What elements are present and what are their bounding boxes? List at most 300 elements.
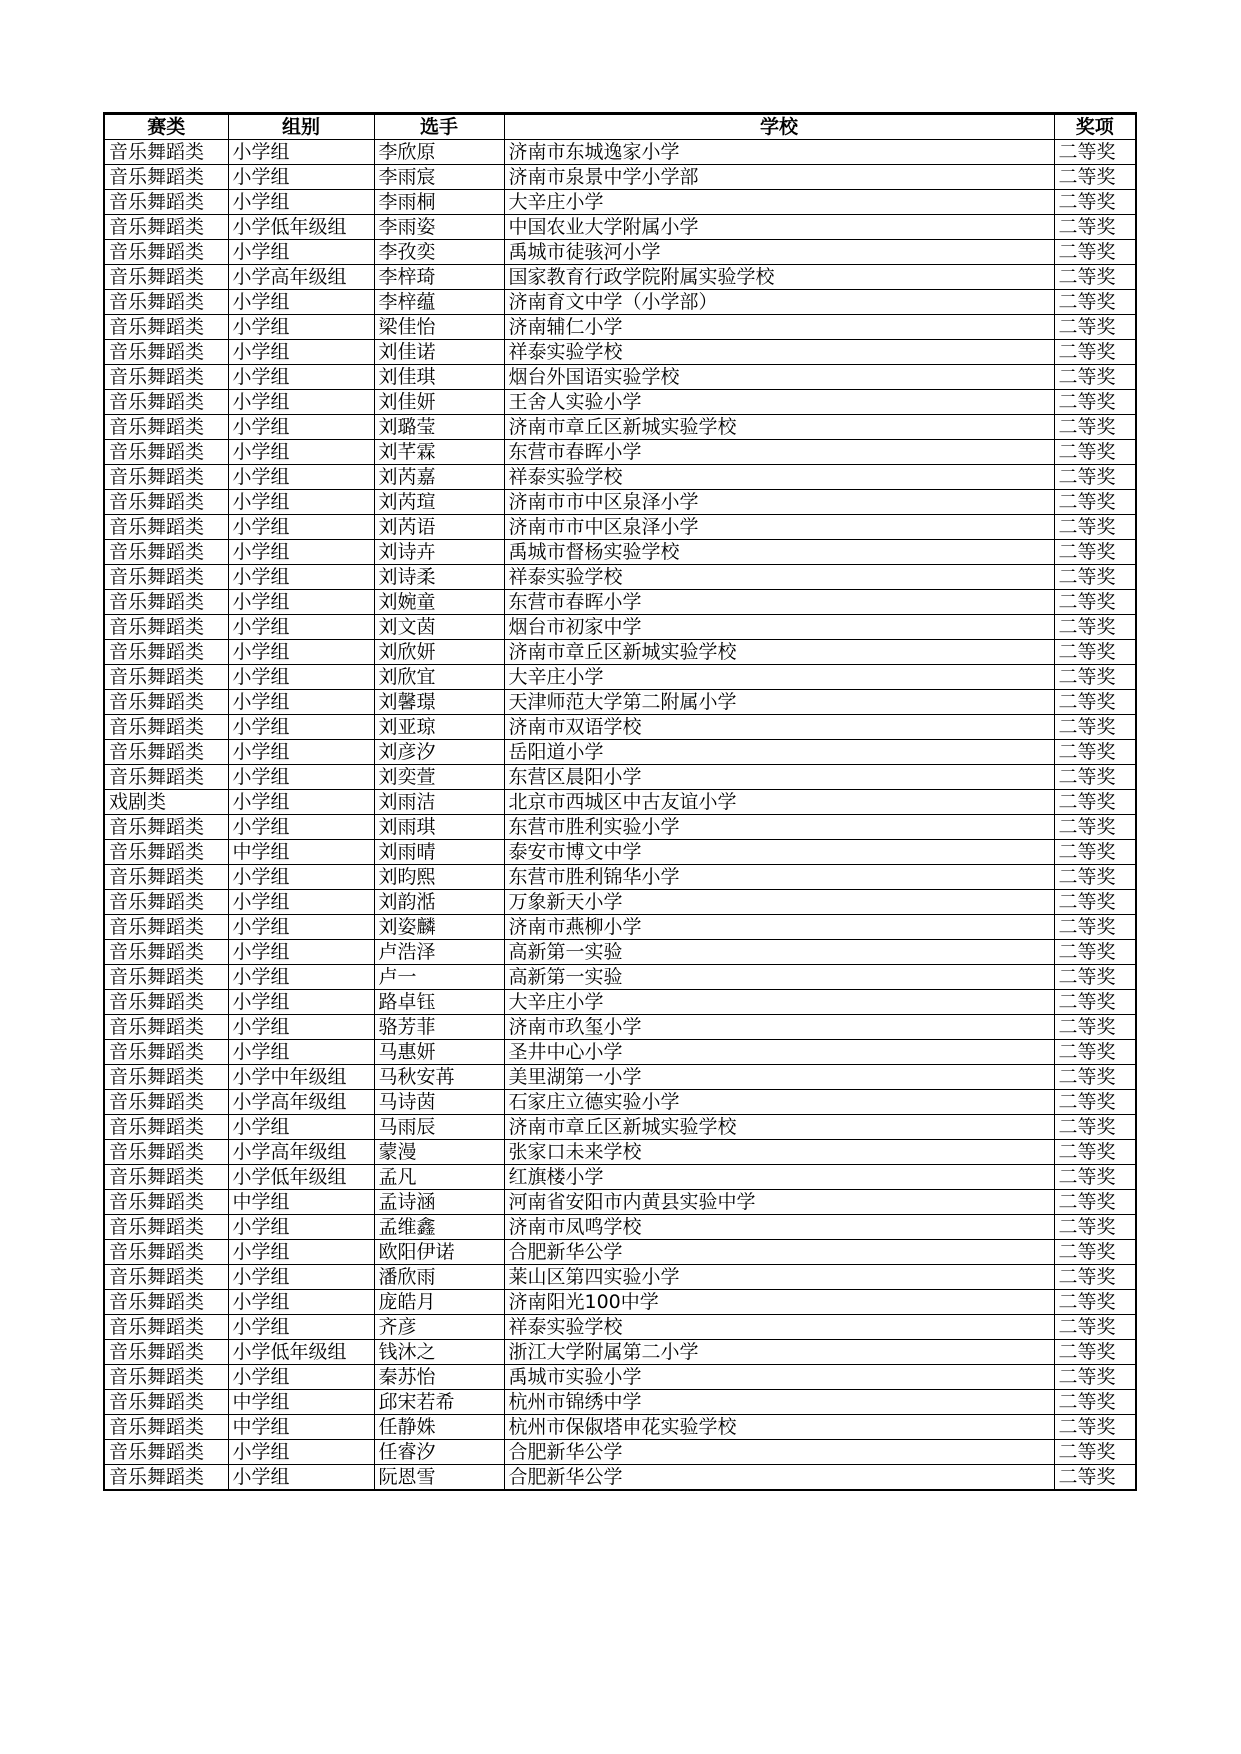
award-cell: 二等奖 — [1054, 1090, 1136, 1115]
group-cell: 小学组 — [228, 440, 374, 465]
contestant-cell: 李雨宸 — [374, 165, 504, 190]
school-cell: 王舍人实验小学 — [504, 390, 1054, 415]
group-cell: 小学组 — [228, 765, 374, 790]
category-cell: 音乐舞蹈类 — [104, 765, 228, 790]
contestant-cell: 马惠妍 — [374, 1040, 504, 1065]
category-cell: 音乐舞蹈类 — [104, 1240, 228, 1265]
table-row — [104, 515, 1136, 540]
school-cell: 东营市春晖小学 — [504, 440, 1054, 465]
contestant-cell: 梁佳怡 — [374, 315, 504, 340]
table-row — [104, 615, 1136, 640]
school-cell: 合肥新华公学 — [504, 1465, 1054, 1491]
contestant-cell: 马雨辰 — [374, 1115, 504, 1140]
award-cell: 二等奖 — [1054, 665, 1136, 690]
table-row — [104, 940, 1136, 965]
category-cell: 音乐舞蹈类 — [104, 1340, 228, 1365]
group-cell: 小学组 — [228, 415, 374, 440]
table-row — [104, 265, 1136, 290]
contestant-cell: 李欣原 — [374, 140, 504, 165]
school-cell: 美里湖第一小学 — [504, 1065, 1054, 1090]
table-row — [104, 1265, 1136, 1290]
header-contestant: 选手 — [374, 114, 504, 140]
award-cell: 二等奖 — [1054, 890, 1136, 915]
category-cell: 音乐舞蹈类 — [104, 415, 228, 440]
contestant-cell: 刘佳琪 — [374, 365, 504, 390]
contestant-cell: 卢一 — [374, 965, 504, 990]
category-cell: 音乐舞蹈类 — [104, 315, 228, 340]
group-cell: 小学组 — [228, 615, 374, 640]
category-cell: 音乐舞蹈类 — [104, 715, 228, 740]
contestant-cell: 刘佳妍 — [374, 390, 504, 415]
award-cell: 二等奖 — [1054, 1465, 1136, 1491]
award-cell: 二等奖 — [1054, 840, 1136, 865]
group-cell: 小学组 — [228, 1215, 374, 1240]
table-row — [104, 1015, 1136, 1040]
contestant-cell: 刘彦汐 — [374, 740, 504, 765]
category-cell: 音乐舞蹈类 — [104, 1265, 228, 1290]
school-cell: 合肥新华公学 — [504, 1440, 1054, 1465]
contestant-cell: 李梓蕴 — [374, 290, 504, 315]
group-cell: 小学组 — [228, 240, 374, 265]
group-cell: 小学组 — [228, 315, 374, 340]
contestant-cell: 刘奕萱 — [374, 765, 504, 790]
table-row — [104, 1240, 1136, 1265]
award-cell: 二等奖 — [1054, 1365, 1136, 1390]
group-cell: 小学组 — [228, 965, 374, 990]
table-row — [104, 1465, 1136, 1491]
table-row — [104, 1290, 1136, 1315]
category-cell: 音乐舞蹈类 — [104, 1115, 228, 1140]
group-cell: 小学组 — [228, 1440, 374, 1465]
group-cell: 小学组 — [228, 640, 374, 665]
contestant-cell: 邱宋若希 — [374, 1390, 504, 1415]
category-cell: 音乐舞蹈类 — [104, 1040, 228, 1065]
school-cell: 济南市市中区泉泽小学 — [504, 490, 1054, 515]
table-row — [104, 990, 1136, 1015]
school-cell: 高新第一实验 — [504, 965, 1054, 990]
school-cell: 北京市西城区中古友谊小学 — [504, 790, 1054, 815]
contestant-cell: 刘韵湉 — [374, 890, 504, 915]
group-cell: 小学组 — [228, 165, 374, 190]
table-row — [104, 1065, 1136, 1090]
school-cell: 烟台市初家中学 — [504, 615, 1054, 640]
table-row — [104, 840, 1136, 865]
category-cell: 音乐舞蹈类 — [104, 515, 228, 540]
award-cell: 二等奖 — [1054, 740, 1136, 765]
table-row — [104, 190, 1136, 215]
category-cell: 音乐舞蹈类 — [104, 490, 228, 515]
contestant-cell: 刘芮语 — [374, 515, 504, 540]
award-cell: 二等奖 — [1054, 1240, 1136, 1265]
award-cell: 二等奖 — [1054, 1165, 1136, 1190]
award-cell: 二等奖 — [1054, 715, 1136, 740]
school-cell: 济南市玖玺小学 — [504, 1015, 1054, 1040]
table-row — [104, 415, 1136, 440]
category-cell: 音乐舞蹈类 — [104, 390, 228, 415]
award-cell: 二等奖 — [1054, 590, 1136, 615]
category-cell: 音乐舞蹈类 — [104, 1315, 228, 1340]
contestant-cell: 刘璐莹 — [374, 415, 504, 440]
category-cell: 音乐舞蹈类 — [104, 1290, 228, 1315]
group-cell: 小学组 — [228, 340, 374, 365]
contestant-cell: 卢浩泽 — [374, 940, 504, 965]
school-cell: 天津师范大学第二附属小学 — [504, 690, 1054, 715]
award-cell: 二等奖 — [1054, 815, 1136, 840]
award-cell: 二等奖 — [1054, 565, 1136, 590]
award-cell: 二等奖 — [1054, 515, 1136, 540]
table-row — [104, 690, 1136, 715]
award-cell: 二等奖 — [1054, 1340, 1136, 1365]
award-cell: 二等奖 — [1054, 940, 1136, 965]
award-cell: 二等奖 — [1054, 315, 1136, 340]
award-cell: 二等奖 — [1054, 1265, 1136, 1290]
group-cell: 小学组 — [228, 490, 374, 515]
category-cell: 音乐舞蹈类 — [104, 290, 228, 315]
award-cell: 二等奖 — [1054, 1290, 1136, 1315]
contestant-cell: 马秋安苒 — [374, 1065, 504, 1090]
table-row — [104, 1165, 1136, 1190]
contestant-cell: 阮恩雪 — [374, 1465, 504, 1491]
award-cell: 二等奖 — [1054, 1140, 1136, 1165]
category-cell: 音乐舞蹈类 — [104, 665, 228, 690]
award-cell: 二等奖 — [1054, 365, 1136, 390]
group-cell: 小学组 — [228, 140, 374, 165]
table-row — [104, 365, 1136, 390]
contestant-cell: 任静姝 — [374, 1415, 504, 1440]
table-row — [104, 340, 1136, 365]
award-cell: 二等奖 — [1054, 1115, 1136, 1140]
contestant-cell: 李雨姿 — [374, 215, 504, 240]
category-cell: 音乐舞蹈类 — [104, 615, 228, 640]
award-cell: 二等奖 — [1054, 765, 1136, 790]
group-cell: 小学组 — [228, 1015, 374, 1040]
school-cell: 济南市章丘区新城实验学校 — [504, 415, 1054, 440]
category-cell: 音乐舞蹈类 — [104, 1140, 228, 1165]
category-cell: 音乐舞蹈类 — [104, 190, 228, 215]
group-cell: 小学组 — [228, 1315, 374, 1340]
award-cell: 二等奖 — [1054, 1415, 1136, 1440]
contestant-cell: 刘昀熙 — [374, 865, 504, 890]
group-cell: 小学组 — [228, 290, 374, 315]
school-cell: 高新第一实验 — [504, 940, 1054, 965]
school-cell: 济南育文中学（小学部） — [504, 290, 1054, 315]
school-cell: 济南市章丘区新城实验学校 — [504, 1115, 1054, 1140]
award-cell: 二等奖 — [1054, 615, 1136, 640]
group-cell: 中学组 — [228, 1390, 374, 1415]
table-row — [104, 1390, 1136, 1415]
contestant-cell: 钱沐之 — [374, 1340, 504, 1365]
school-cell: 浙江大学附属第二小学 — [504, 1340, 1054, 1365]
table-row — [104, 790, 1136, 815]
table-row — [104, 1140, 1136, 1165]
award-cell: 二等奖 — [1054, 915, 1136, 940]
table-row — [104, 540, 1136, 565]
award-cell: 二等奖 — [1054, 240, 1136, 265]
table-row — [104, 665, 1136, 690]
school-cell: 济南阳光100中学 — [504, 1290, 1054, 1315]
award-cell: 二等奖 — [1054, 415, 1136, 440]
table-row — [104, 465, 1136, 490]
award-cell: 二等奖 — [1054, 1190, 1136, 1215]
school-cell: 济南市泉景中学小学部 — [504, 165, 1054, 190]
header-award: 奖项 — [1054, 114, 1136, 140]
table-row — [104, 865, 1136, 890]
group-cell: 小学组 — [228, 365, 374, 390]
group-cell: 小学低年级组 — [228, 1165, 374, 1190]
group-cell: 小学组 — [228, 190, 374, 215]
header-category: 赛类 — [104, 114, 228, 140]
contestant-cell: 任睿汐 — [374, 1440, 504, 1465]
school-cell: 东营市胜利锦华小学 — [504, 865, 1054, 890]
group-cell: 小学组 — [228, 740, 374, 765]
category-cell: 音乐舞蹈类 — [104, 840, 228, 865]
school-cell: 杭州市锦绣中学 — [504, 1390, 1054, 1415]
table-row — [104, 1090, 1136, 1115]
group-cell: 小学组 — [228, 690, 374, 715]
award-cell: 二等奖 — [1054, 390, 1136, 415]
category-cell: 音乐舞蹈类 — [104, 140, 228, 165]
award-cell: 二等奖 — [1054, 865, 1136, 890]
award-cell: 二等奖 — [1054, 1315, 1136, 1340]
table-row — [104, 1440, 1136, 1465]
school-cell: 济南市燕柳小学 — [504, 915, 1054, 940]
table-row — [104, 890, 1136, 915]
group-cell: 小学组 — [228, 1115, 374, 1140]
school-cell: 禹城市徒骇河小学 — [504, 240, 1054, 265]
group-cell: 小学组 — [228, 940, 374, 965]
category-cell: 音乐舞蹈类 — [104, 590, 228, 615]
category-cell: 音乐舞蹈类 — [104, 1165, 228, 1190]
table-row — [104, 815, 1136, 840]
school-cell: 烟台外国语实验学校 — [504, 365, 1054, 390]
contestant-cell: 刘婉童 — [374, 590, 504, 615]
contestant-cell: 骆芳菲 — [374, 1015, 504, 1040]
contestant-cell: 刘雨洁 — [374, 790, 504, 815]
contestant-cell: 刘芮嘉 — [374, 465, 504, 490]
category-cell: 音乐舞蹈类 — [104, 1065, 228, 1090]
award-cell: 二等奖 — [1054, 1215, 1136, 1240]
group-cell: 小学中年级组 — [228, 1065, 374, 1090]
school-cell: 祥泰实验学校 — [504, 465, 1054, 490]
contestant-cell: 刘文茵 — [374, 615, 504, 640]
group-cell: 小学组 — [228, 565, 374, 590]
contestant-cell: 刘诗柔 — [374, 565, 504, 590]
table-row — [104, 1340, 1136, 1365]
table-row — [104, 590, 1136, 615]
school-cell: 莱山区第四实验小学 — [504, 1265, 1054, 1290]
group-cell: 小学组 — [228, 1465, 374, 1491]
category-cell: 音乐舞蹈类 — [104, 915, 228, 940]
category-cell: 音乐舞蹈类 — [104, 990, 228, 1015]
category-cell: 音乐舞蹈类 — [104, 240, 228, 265]
award-cell: 二等奖 — [1054, 215, 1136, 240]
school-cell: 河南省安阳市内黄县实验中学 — [504, 1190, 1054, 1215]
school-cell: 杭州市保俶塔申花实验学校 — [504, 1415, 1054, 1440]
contestant-cell: 齐彦 — [374, 1315, 504, 1340]
contestant-cell: 刘姿麟 — [374, 915, 504, 940]
school-cell: 济南市章丘区新城实验学校 — [504, 640, 1054, 665]
group-cell: 小学组 — [228, 865, 374, 890]
school-cell: 禹城市实验小学 — [504, 1365, 1054, 1390]
table-row — [104, 640, 1136, 665]
school-cell: 大辛庄小学 — [504, 665, 1054, 690]
contestant-cell: 刘馨璟 — [374, 690, 504, 715]
category-cell: 音乐舞蹈类 — [104, 1090, 228, 1115]
table-row — [104, 215, 1136, 240]
table-row — [104, 290, 1136, 315]
contestant-cell: 刘欣妍 — [374, 640, 504, 665]
table-row — [104, 440, 1136, 465]
group-cell: 小学低年级组 — [228, 1340, 374, 1365]
group-cell: 小学组 — [228, 590, 374, 615]
contestant-cell: 蒙漫 — [374, 1140, 504, 1165]
contestant-cell: 欧阳伊诺 — [374, 1240, 504, 1265]
award-cell: 二等奖 — [1054, 1390, 1136, 1415]
category-cell: 音乐舞蹈类 — [104, 165, 228, 190]
category-cell: 音乐舞蹈类 — [104, 1465, 228, 1491]
category-cell: 音乐舞蹈类 — [104, 640, 228, 665]
group-cell: 小学组 — [228, 1290, 374, 1315]
contestant-cell: 刘诗卉 — [374, 540, 504, 565]
award-cell: 二等奖 — [1054, 140, 1136, 165]
group-cell: 小学组 — [228, 915, 374, 940]
school-cell: 东营市春晖小学 — [504, 590, 1054, 615]
group-cell: 小学组 — [228, 790, 374, 815]
group-cell: 小学组 — [228, 1040, 374, 1065]
table-row — [104, 1190, 1136, 1215]
award-cell: 二等奖 — [1054, 690, 1136, 715]
table-row — [104, 1365, 1136, 1390]
table-row — [104, 965, 1136, 990]
table-row — [104, 240, 1136, 265]
award-cell: 二等奖 — [1054, 1040, 1136, 1065]
school-cell: 万象新天小学 — [504, 890, 1054, 915]
award-cell: 二等奖 — [1054, 190, 1136, 215]
school-cell: 合肥新华公学 — [504, 1240, 1054, 1265]
group-cell: 小学组 — [228, 815, 374, 840]
award-cell: 二等奖 — [1054, 465, 1136, 490]
category-cell: 音乐舞蹈类 — [104, 1015, 228, 1040]
table-row — [104, 915, 1136, 940]
group-cell: 中学组 — [228, 840, 374, 865]
category-cell: 音乐舞蹈类 — [104, 215, 228, 240]
table-row — [104, 565, 1136, 590]
school-cell: 济南市凤鸣学校 — [504, 1215, 1054, 1240]
school-cell: 大辛庄小学 — [504, 990, 1054, 1015]
header-group: 组别 — [228, 114, 374, 140]
group-cell: 小学组 — [228, 515, 374, 540]
award-cell: 二等奖 — [1054, 990, 1136, 1015]
contestant-cell: 刘芮瑄 — [374, 490, 504, 515]
category-cell: 音乐舞蹈类 — [104, 1390, 228, 1415]
group-cell: 小学组 — [228, 715, 374, 740]
award-cell: 二等奖 — [1054, 340, 1136, 365]
contestant-cell: 路卓钰 — [374, 990, 504, 1015]
group-cell: 小学组 — [228, 1240, 374, 1265]
table-row — [104, 1040, 1136, 1065]
school-cell: 济南市双语学校 — [504, 715, 1054, 740]
school-cell: 石家庄立德实验小学 — [504, 1090, 1054, 1115]
header-school: 学校 — [504, 114, 1054, 140]
table-row — [104, 490, 1136, 515]
group-cell: 小学低年级组 — [228, 215, 374, 240]
school-cell: 济南市市中区泉泽小学 — [504, 515, 1054, 540]
header-row — [104, 114, 1136, 140]
group-cell: 小学组 — [228, 540, 374, 565]
award-cell: 二等奖 — [1054, 265, 1136, 290]
school-cell: 泰安市博文中学 — [504, 840, 1054, 865]
school-cell: 张家口未来学校 — [504, 1140, 1054, 1165]
contestant-cell: 马诗茵 — [374, 1090, 504, 1115]
school-cell: 祥泰实验学校 — [504, 340, 1054, 365]
contestant-cell: 刘亚琼 — [374, 715, 504, 740]
school-cell: 岳阳道小学 — [504, 740, 1054, 765]
school-cell: 济南辅仁小学 — [504, 315, 1054, 340]
school-cell: 国家教育行政学院附属实验学校 — [504, 265, 1054, 290]
contestant-cell: 李雨桐 — [374, 190, 504, 215]
table-row — [104, 165, 1136, 190]
group-cell: 小学组 — [228, 390, 374, 415]
school-cell: 圣井中心小学 — [504, 1040, 1054, 1065]
group-cell: 小学组 — [228, 665, 374, 690]
award-cell: 二等奖 — [1054, 540, 1136, 565]
category-cell: 音乐舞蹈类 — [104, 365, 228, 390]
category-cell: 音乐舞蹈类 — [104, 1215, 228, 1240]
group-cell: 小学高年级组 — [228, 1090, 374, 1115]
award-cell: 二等奖 — [1054, 965, 1136, 990]
school-cell: 济南市东城逸家小学 — [504, 140, 1054, 165]
category-cell: 音乐舞蹈类 — [104, 265, 228, 290]
category-cell: 音乐舞蹈类 — [104, 565, 228, 590]
award-cell: 二等奖 — [1054, 440, 1136, 465]
table-row — [104, 1415, 1136, 1440]
contestant-cell: 孟凡 — [374, 1165, 504, 1190]
group-cell: 小学高年级组 — [228, 1140, 374, 1165]
contestant-cell: 刘欣宜 — [374, 665, 504, 690]
category-cell: 音乐舞蹈类 — [104, 740, 228, 765]
group-cell: 中学组 — [228, 1190, 374, 1215]
table-row — [104, 765, 1136, 790]
category-cell: 音乐舞蹈类 — [104, 890, 228, 915]
table-row — [104, 1115, 1136, 1140]
table-row — [104, 740, 1136, 765]
contestant-cell: 李孜奕 — [374, 240, 504, 265]
contestant-cell: 李梓琦 — [374, 265, 504, 290]
contestant-cell: 庞皓月 — [374, 1290, 504, 1315]
category-cell: 音乐舞蹈类 — [104, 340, 228, 365]
award-cell: 二等奖 — [1054, 1015, 1136, 1040]
category-cell: 音乐舞蹈类 — [104, 940, 228, 965]
school-cell: 祥泰实验学校 — [504, 565, 1054, 590]
award-cell: 二等奖 — [1054, 1065, 1136, 1090]
table-row — [104, 390, 1136, 415]
award-cell: 二等奖 — [1054, 165, 1136, 190]
category-cell: 音乐舞蹈类 — [104, 690, 228, 715]
contestant-cell: 刘芊霖 — [374, 440, 504, 465]
category-cell: 音乐舞蹈类 — [104, 1440, 228, 1465]
school-cell: 祥泰实验学校 — [504, 1315, 1054, 1340]
category-cell: 音乐舞蹈类 — [104, 1415, 228, 1440]
table-row — [104, 1315, 1136, 1340]
table-row — [104, 140, 1136, 165]
category-cell: 音乐舞蹈类 — [104, 540, 228, 565]
category-cell: 戏剧类 — [104, 790, 228, 815]
award-cell: 二等奖 — [1054, 1440, 1136, 1465]
group-cell: 小学组 — [228, 1365, 374, 1390]
contestant-cell: 刘佳诺 — [374, 340, 504, 365]
table-row — [104, 1215, 1136, 1240]
award-table — [103, 112, 1137, 1491]
